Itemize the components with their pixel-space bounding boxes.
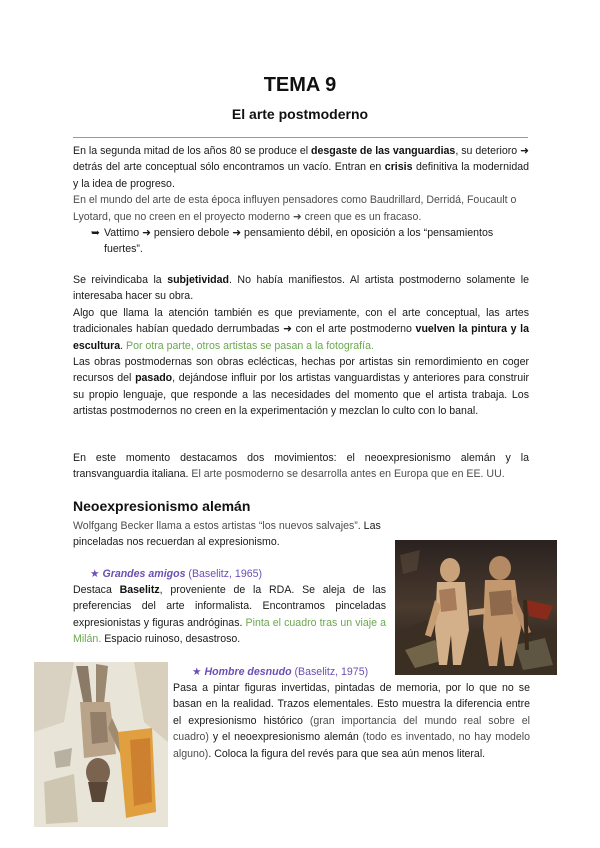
artwork-meta: (Baselitz, 1965): [188, 568, 263, 580]
body-paragraph-eclecticas: [73, 354, 529, 420]
body-block: [73, 272, 529, 420]
painting-grandes-amigos: [395, 540, 557, 675]
work-text-grandes-amigos: [73, 582, 386, 648]
text-run: Algo que llama la atención también es que previamente, con el arte conceptual, las artes tradicionales habían quedado derrumbadas ➜ con el arte postmoderno: [73, 306, 529, 336]
text-run: Destaca: [73, 584, 120, 596]
work-heading-grandes-amigos: [90, 566, 390, 582]
work-text-hombre-desnudo: [173, 680, 530, 762]
work-heading-hombre-desnudo: [192, 664, 492, 680]
painting-hombre-desnudo: [34, 662, 168, 827]
text-run-light: (todo es inventado, no hay modelo alguno): [173, 731, 530, 760]
work-heading-line: [192, 664, 492, 680]
text-run: Las obras postmodernas son obras eclécticas, hechas por artistas sin remordimiento en coger recursos del: [73, 356, 529, 385]
text-run-light: (gran importancia del mundo real sobre el cuadro): [173, 714, 530, 744]
page-subtitle: El arte postmoderno: [231, 106, 369, 122]
text-run: . No había manifiestos. Al artista postmoderno solamente le interesaba hacer su obra.: [73, 274, 529, 303]
text-run: . Coloca la figura del revés para que sea aún menos literal.: [208, 747, 486, 760]
section-intro-text: [73, 518, 391, 551]
work-description: [173, 680, 530, 762]
highlight-text: Por otra parte, otros artistas se pasan a la fotografía.: [126, 339, 374, 352]
arrow-bullet-icon: ➥: [91, 227, 100, 240]
text-run: En la segunda mitad de los años 80 se produce el: [73, 145, 312, 157]
emphasis-text: subjetividad: [167, 274, 229, 286]
text-run: .: [120, 339, 126, 352]
text-run-light: Wolfgang Becker llama a estos artistas “los nuevos salvajes”: [73, 520, 358, 532]
text-run: Se reivindicaba la: [73, 274, 168, 286]
title-divider: [73, 137, 528, 138]
highlight-text: Pinta el cuadro tras un viaje a Milán.: [73, 616, 386, 646]
text-run: , proveniente de la RDA. Se aleja de las preferencias del arte informalista. Encontramos pinceladas expresionistas y figuras andróginas.: [73, 584, 387, 629]
text-run: Espacio ruinoso, desastroso.: [101, 633, 241, 646]
text-run: , su deterioro ➜ detrás del arte conceptual sólo encontramos un vacío. Entran en: [73, 145, 530, 174]
text-run: , dejándose influir por los artistas vanguardistas y anteriores para construir su propio lenguaje, que responde a las necesidades del momento que el artista trabaja. Los artistas postmodernos no creen en la experimentación y mezclan lo culto con lo banal.: [73, 372, 529, 418]
intro-paragraph-1: [73, 143, 529, 192]
text-run: . Las pinceladas nos recuerdan al expresionismo.: [73, 520, 381, 549]
emphasis-text: vuelven la pintura y la escultura: [73, 323, 529, 352]
movements-text: [73, 450, 529, 483]
movements-paragraph: [73, 450, 529, 483]
star-icon: ★: [192, 666, 202, 678]
text-run: Pasa a pintar figuras invertidas, pintadas de memoria, por lo que no se basan en la realidad. Trazos elementales. Esto muestra la diferencia entre el expresionismo histórico: [173, 682, 530, 727]
text-run: En este momento destacamos dos movimientos: el neoexpresionismo alemán y la transvanguardia italiana.: [73, 452, 529, 481]
body-paragraph-subjetividad: [73, 272, 529, 305]
emphasis-text: pasado: [135, 372, 173, 385]
work-heading-line: [90, 566, 390, 582]
artwork-title: Grandes amigos: [102, 568, 186, 580]
artwork-meta: (Baselitz, 1975): [294, 666, 369, 678]
section-heading: Neoexpresionismo alemán: [73, 498, 251, 514]
intro-block: [73, 143, 529, 258]
text-run-light: El arte posmoderno se desarrolla antes en Europa que en EE. UU.: [191, 468, 505, 481]
text-run: y el neoexpresionismo alemán: [208, 731, 363, 744]
emphasis-text: desgaste de las vanguardias: [311, 145, 456, 157]
section-intro: [73, 518, 391, 551]
body-paragraph-pintura: [73, 305, 529, 354]
work-description: [73, 582, 386, 648]
intro-paragraph-2: En el mundo del arte de esta época influyen pensadores como Baudrillard, Derridá, Foucault o Lyotard, que no creen en el proyecto moderno ➜ creen que es un fracaso.: [73, 194, 517, 223]
bullet-item: [73, 225, 529, 258]
star-icon: ★: [90, 568, 100, 580]
bullet-text: Vattimo ➜ pensiero debole ➜ pensamiento débil, en oposición a los “pensamientos fuertes”.: [104, 227, 494, 256]
artwork-title: Hombre desnudo: [204, 666, 292, 678]
emphasis-text: Baselitz: [119, 584, 160, 596]
page-title: TEMA 9: [263, 74, 337, 96]
emphasis-text: crisis: [384, 161, 413, 174]
text-run: definitiva la modernidad y la idea de progreso.: [73, 161, 529, 190]
